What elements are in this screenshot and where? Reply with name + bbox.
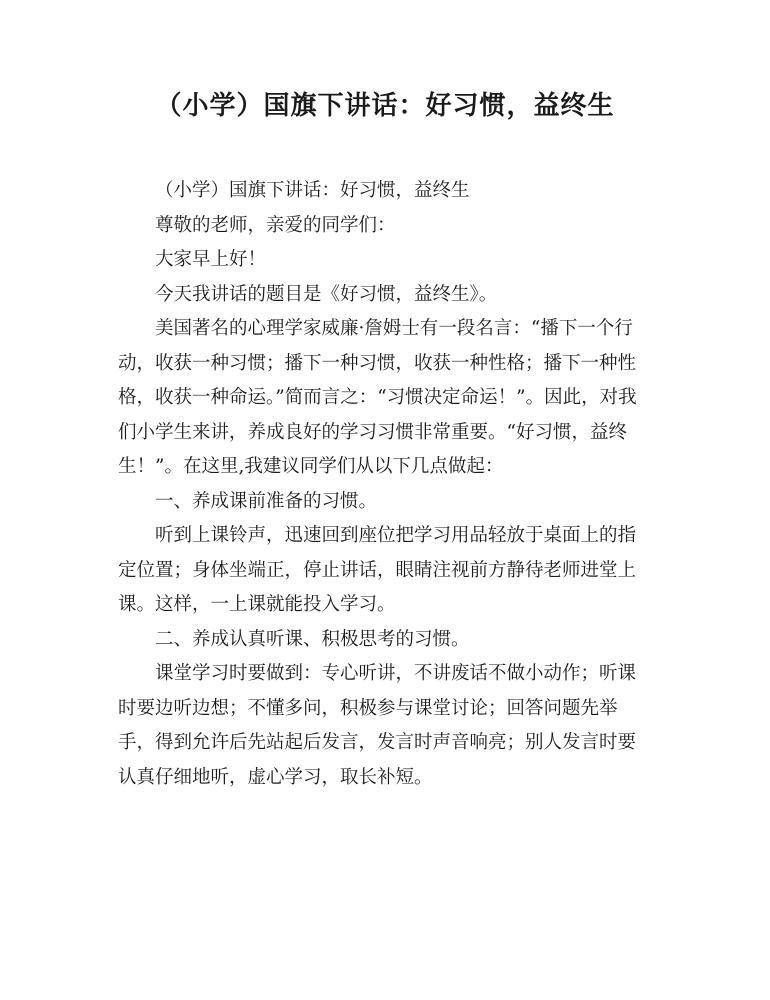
paragraph: 大家早上好！ (155, 249, 267, 270)
paragraph: 听到上课铃声，迅速回到座位把学习用品轻放于桌面上的指定位置；身体坐端正，停止讲话，眼睛注视前方静待老师进堂上课。这样，一上课就能投入学习。 (118, 525, 637, 615)
paragraph: 今天我讲话的题目是《好习惯，益终生》。 (155, 283, 498, 305)
paragraph: 二、养成认真听课、积极思考的习惯。 (155, 628, 470, 650)
paragraph: （小学）国旗下讲话：好习惯，益终生 (155, 180, 470, 201)
document-title: （小学）国旗下讲话：好习惯，益终生 (155, 91, 615, 121)
paragraph: 课堂学习时要做到：专心听讲，不讲废话不做小动作；听课时要边听边想；不懂多问，积极参与课堂讨论；回答问题先举手，得到允许后先站起后发言，发言时声音响亮；别人发言时要认真仔细地听，虚心学习，取长补短。 (118, 663, 637, 788)
paragraph: 一、养成课前准备的习惯。 (155, 490, 378, 512)
paragraph: 美国著名的心理学家威廉·詹姆士有一段名言：“播下一个行动，收获一种习惯；播下一种习惯，收获一种性格；播下一种性格，收获一种命运。”简而言之：“习惯决定命运！”。因此，对我们小学生来讲，养成良好的学习习惯非常重要。“好习惯，益终生！”。在这里,我建议同学们从以下几点做起： (118, 318, 637, 477)
document-body (118, 174, 638, 795)
paragraph: 尊敬的老师，亲爱的同学们： (155, 214, 396, 236)
